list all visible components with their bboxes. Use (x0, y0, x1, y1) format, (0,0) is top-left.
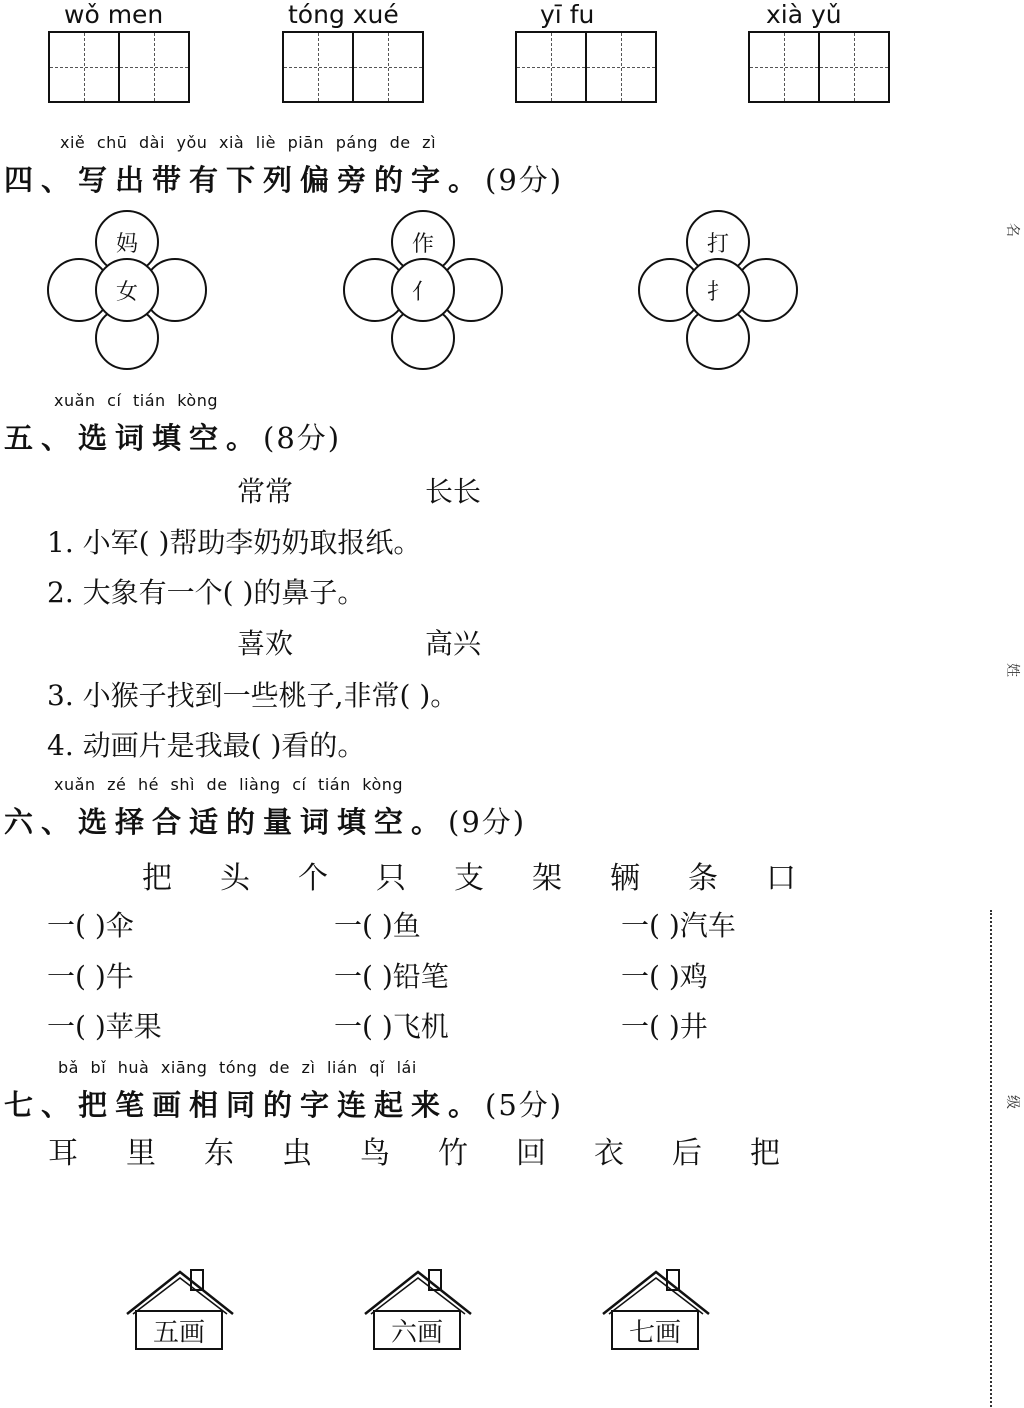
stroke-char[interactable]: 后 (672, 1136, 702, 1171)
measure-word-bank (142, 853, 844, 897)
pinyin-xiayu: xià yǔ (766, 0, 842, 29)
measure-word: 辆 (610, 861, 640, 896)
stroke-char[interactable]: 衣 (594, 1136, 624, 1171)
margin-char: 级 (1004, 1095, 1020, 1109)
measure-blank[interactable]: 一( )伞 (47, 909, 134, 942)
measure-row-2 (47, 955, 908, 995)
section5-pinyin: xuǎn cí tián kòng (54, 391, 218, 410)
measure-word: 把 (142, 861, 172, 896)
writing-box-xiayu[interactable] (748, 31, 890, 103)
house-five-strokes[interactable] (125, 1268, 235, 1363)
flower-petal[interactable]: 作 (391, 210, 455, 274)
stroke-char[interactable]: 里 (126, 1136, 156, 1171)
house-label: 五画 (135, 1310, 223, 1350)
margin-char: 名 (1004, 223, 1020, 237)
margin-char: 姓 (1004, 663, 1020, 677)
section7-title: 七、把笔画相同的字连起来。(5分) (4, 1088, 564, 1122)
writing-box-women[interactable] (48, 31, 190, 103)
section4-title: 四、写出带有下列偏旁的字。(9分) (4, 163, 564, 197)
stroke-char[interactable]: 竹 (438, 1136, 468, 1171)
measure-blank[interactable]: 一( )鱼 (334, 909, 421, 942)
question-3[interactable]: 3. 小猴子找到一些桃子,非常( )。 (47, 679, 459, 712)
section7-pinyin: bǎ bǐ huà xiāng tóng de zì lián qǐ lái (58, 1058, 417, 1077)
flower-center: 扌 (686, 258, 750, 322)
house-six-strokes[interactable] (363, 1268, 473, 1363)
flower-center: 女 (95, 258, 159, 322)
stroke-char[interactable]: 回 (516, 1136, 546, 1171)
measure-word: 支 (454, 861, 484, 896)
measure-word: 只 (376, 861, 406, 896)
word-option: 喜欢 (237, 627, 294, 660)
measure-blank[interactable]: 一( )鸡 (621, 960, 708, 993)
word-option: 常常 (237, 475, 294, 508)
section6-pinyin: xuǎn zé hé shì de liàng cí tián kòng (54, 775, 404, 794)
flower-center: 亻 (391, 258, 455, 322)
writing-box-tongxue[interactable] (282, 31, 424, 103)
measure-blank[interactable]: 一( )铅笔 (334, 960, 449, 993)
question-4[interactable]: 4. 动画片是我最( )看的。 (47, 729, 366, 762)
word-option: 长长 (425, 475, 482, 508)
word-option: 高兴 (425, 627, 482, 660)
pinyin-tongxue: tóng xué (288, 0, 399, 29)
measure-word: 个 (298, 861, 328, 896)
house-seven-strokes[interactable] (601, 1268, 711, 1363)
measure-word: 架 (532, 861, 562, 896)
radical-flower-person (343, 210, 503, 370)
measure-word: 头 (220, 861, 250, 896)
section4-pinyin: xiě chū dài yǒu xià liè piān páng de zì (60, 133, 437, 152)
question-1[interactable]: 1. 小军( )帮助李奶奶取报纸。 (47, 526, 422, 559)
house-label: 六画 (373, 1310, 461, 1350)
pinyin-women: wǒ men (64, 0, 164, 29)
question-2[interactable]: 2. 大象有一个( )的鼻子。 (47, 576, 366, 609)
measure-blank[interactable]: 一( )飞机 (334, 1010, 449, 1043)
radical-flower-woman (47, 210, 207, 370)
stroke-char[interactable]: 虫 (282, 1136, 312, 1171)
stroke-char-list (48, 1128, 828, 1172)
stroke-char[interactable]: 把 (750, 1136, 780, 1171)
pinyin-yifu: yī fu (540, 0, 595, 29)
measure-word: 口 (766, 861, 796, 896)
section5-title: 五、选词填空。(8分) (4, 421, 342, 455)
flower-petal[interactable]: 打 (686, 210, 750, 274)
measure-blank[interactable]: 一( )牛 (47, 960, 134, 993)
measure-blank[interactable]: 一( )井 (621, 1010, 708, 1043)
measure-row-1 (47, 904, 908, 944)
stroke-char[interactable]: 东 (204, 1136, 234, 1171)
stroke-char[interactable]: 鸟 (360, 1136, 390, 1171)
writing-box-yifu[interactable] (515, 31, 657, 103)
measure-blank[interactable]: 一( )苹果 (47, 1010, 162, 1043)
stroke-char[interactable]: 耳 (48, 1136, 78, 1171)
house-label: 七画 (611, 1310, 699, 1350)
section6-title: 六、选择合适的量词填空。(9分) (4, 805, 527, 839)
measure-row-3 (47, 1005, 908, 1045)
measure-word: 条 (688, 861, 718, 896)
binding-dotted-line (990, 910, 992, 1408)
radical-flower-hand (638, 210, 798, 370)
measure-blank[interactable]: 一( )汽车 (621, 909, 736, 942)
flower-petal[interactable]: 妈 (95, 210, 159, 274)
